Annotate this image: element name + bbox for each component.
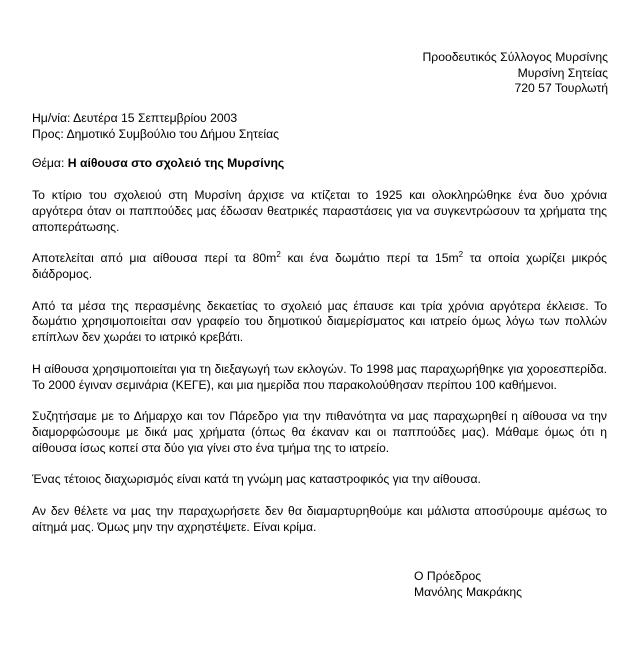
subject-text: Η αίθουσα στο σχολειό της Μυρσίνης xyxy=(67,156,285,170)
body-paragraph-1: Το κτίριο του σχολειού στη Μυρσίνη άρχισε να κτίζεται το 1925 και ολοκληρώθηκε ένα δυο χρόνια αργότερα όταν οι παππούδες μας έδωσαν θεατρικές παραστάσεις για να συγκεντρώσουν τα χρήματα της αποπεράτωσης. xyxy=(32,188,607,234)
body-paragraph-2 xyxy=(32,251,607,283)
body-paragraph-3: Από τα μέσα της περασμένης δεκαετίας το σχολειό μας έπαυσε και τρία χρόνια αργότερα έκλεισε. Το δωμάτιο χρησιμοποιείται σαν γραφείο του δημοτικού διαμερίσματος και ιατρείο όμως λόγω των πολλών επίπλων δεν χωράει το ιατρικό κρεβάτι. xyxy=(32,298,607,345)
sender-organization: Προοδευτικός Σύλλογος Μυρσίνης xyxy=(422,50,608,64)
body-paragraph-6: Ένας τέτοιος διαχωρισμός είναι κατά τη γνώμη μας καταστροφικός για την αίθουσα. xyxy=(32,472,481,487)
body-paragraph-7: Αν δεν θέλετε να μας την παραχωρήσετε δεν θα διαμαρτυρηθούμε και μάλιστα αποσύρουμε αμέσως το αίτημά μας. Όμως μην την αχρηστέψετε. Είναι κρίμα. xyxy=(32,503,607,534)
paragraph-2-part-a: Αποτελείται από μια αίθουσα περί τα 80m xyxy=(32,251,277,266)
sender-address xyxy=(422,50,608,97)
superscript-2-second: 2 xyxy=(458,250,464,260)
letter-body xyxy=(32,188,607,551)
superscript-2: 2 xyxy=(276,250,281,260)
signature-name: Μανόλης Μακράκης xyxy=(414,584,522,599)
signature-block xyxy=(414,569,522,600)
letter-date: Ημ/νία: Δευτέρα 15 Σεπτεμβρίου 2003 xyxy=(32,111,238,125)
letter-subject xyxy=(32,156,284,172)
body-paragraph-5: Συζητήσαμε με το Δήμαρχο και τον Πάρεδρο για την πιθανότητα να μας παραχωρηθεί η αίθουσα να την διαμορφώσουμε με δικά μας χρήματα (όπως θα έκαναν και οι παππούδες μας). Μάθαμε όμως ότι η αίθουσα ίσως κοπεί στα δύο για γίνει στο ένα τμήμα της το ιατρείο. xyxy=(32,409,607,455)
sender-village: Μυρσίνη Σητείας xyxy=(517,65,608,80)
body-paragraph-4: Η αίθουσα χρησιμοποιείται για τη διεξαγωγή των εκλογών. Το 1998 μας παραχωρήθηκε για χοροεσπερίδα. Το 2000 έγιναν σεμινάρια (ΚΕΓΕ), και μια ημερίδα που παρακολούθησαν περίπου 100 καθήμενοι. xyxy=(32,361,607,392)
paragraph-2-part-b: και ένα δωμάτιο περί τα 15m xyxy=(280,251,459,266)
subject-label: Θέμα: xyxy=(32,156,68,170)
letter-recipient: Προς: Δημοτικό Συμβούλιο του Δήμου Σητείας xyxy=(32,126,280,141)
signature-title: Ο Πρόεδρος xyxy=(414,569,482,583)
paragraph-2-part-c: τα οποία χωρίζει μικρός διάδρομος. xyxy=(32,251,607,281)
letter-meta xyxy=(32,111,279,142)
sender-postcode: 720 57 Τουρλωτή xyxy=(514,81,608,95)
